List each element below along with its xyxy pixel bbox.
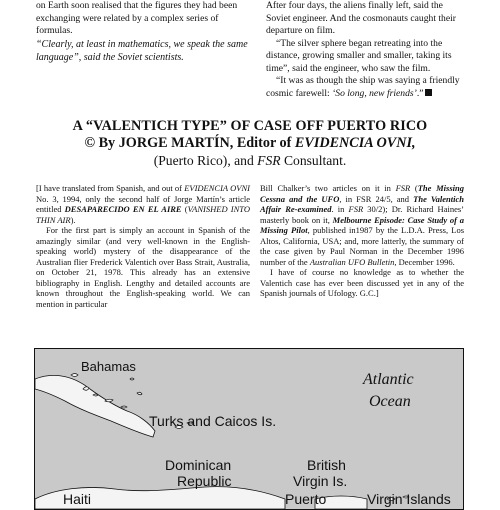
cuba-landmass — [35, 375, 155, 437]
top-right-column — [266, 0, 462, 100]
article-byline — [0, 135, 500, 152]
bahamas-island — [121, 406, 127, 408]
bahamas-island — [93, 394, 98, 396]
article-byline-2 — [0, 152, 500, 169]
ref-melbourne-episode: Melbourne Episode: Case Study of a Missing Pilot — [260, 214, 464, 235]
label-virgin-islands: Virgin Islands — [367, 491, 451, 507]
top-right-paragraph-2: “The silver sphere began retreating into the distance, growing smaller and smaller, taking its time”, said the engineer, who saw the film. — [266, 37, 452, 74]
top-right-paragraph-1: After four days, the aliens finally left, said the Soviet engineer. And the cosmonauts caught their departure on film. — [266, 0, 456, 36]
byline-role: Consultant. — [280, 153, 347, 168]
byline-fsr: FSR — [257, 153, 281, 168]
note-evidencia: EVIDENCIA OVNI — [184, 183, 250, 193]
references-paragraph — [260, 183, 464, 267]
caribbean-map — [34, 348, 464, 510]
byline-author: © By JORGE MARTÍN, Editor of — [84, 135, 295, 151]
label-british: British — [307, 457, 346, 473]
label-virgin-is: Virgin Is. — [293, 473, 348, 489]
ref-ufo-bulletin: Australian UFO Bulletin — [309, 256, 395, 267]
body-left-paragraph-2: For the first part is simply an account in Spanish of the amazingly similar (and very well-known in the English-speaking world) mystery of the disappearance of the Australian flier Frederick Valentich over Bass Strait, Australia, on October 21, 1978. This already has an extensive bibliography in English. Lengthy and detailed accounts are known throughout the English-speaking world. We can mention in particular — [36, 225, 250, 309]
ref-text-5: 30/2); Dr. Richard Haines’ masterly book on it, — [260, 204, 464, 225]
body-left-column — [36, 183, 250, 309]
article-heading — [0, 118, 500, 169]
note-text-3: ( — [181, 204, 188, 214]
note-text-4: ). — [70, 214, 76, 225]
farewell-end: .” — [416, 87, 424, 99]
ref-text-4: . in — [331, 204, 349, 214]
top-right-paragraph-3 — [266, 75, 462, 100]
byline-publication: EVIDENCIA OVNI, — [294, 135, 416, 151]
note-text-1: [I have translated from Spanish, and out of — [36, 183, 185, 193]
label-dominican: Dominican — [165, 457, 232, 473]
body-right-column — [260, 183, 464, 299]
body-right-paragraph-2: I have of course no knowledge as to whether the Valentich case has ever been discussed yet in any of the Spanish journals of Ufology. G.C.] — [260, 267, 464, 298]
label-haiti: Haiti — [63, 491, 92, 507]
note-article-title: DESAPARECIDO EN EL AIRE — [64, 204, 182, 214]
byline-location: (Puerto Rico), and — [153, 153, 258, 168]
ref-text-2: ( — [410, 183, 418, 193]
label-turks-caicos: Turks and Caicos Is. — [149, 413, 277, 429]
bahamas-island — [71, 374, 78, 377]
note-text-2: No. 3, 1994, only the second half of Jorge Martín’s article entitled — [36, 193, 250, 214]
ref-missing-cessna: The Missing Cessna and the UFO — [260, 183, 464, 204]
ref-text-1: Bill Chalker’s two articles on it in — [260, 183, 396, 193]
top-left-paragraph: on Earth soon realised that the figures they had been exchanging were related by a complex series of formulas. — [36, 0, 238, 36]
article-title: A “VALENTICH TYPE” OF CASE OFF PUERTO RICO — [72, 118, 428, 134]
ref-fsr-1: FSR — [395, 183, 411, 193]
farewell-intro: “It was as though the ship was saying a friendly cosmic farewell: — [266, 75, 460, 99]
farewell-quote: ‘So long, new friends’ — [332, 87, 417, 99]
ref-text-3: , in FSR 24/5, and — [339, 193, 414, 204]
label-bahamas: Bahamas — [81, 359, 136, 374]
ref-text-6: , published in1987 by the L.D.A. Press, Los Altos, California, USA; and, more latterly, the summary of the case given by Paul Norman in the December 1996 number of the — [260, 225, 464, 267]
label-republic: Republic — [177, 473, 232, 489]
soviet-quote: “Clearly, at least in mathematics, we speak the same language”, said the Soviet scientists. — [36, 38, 248, 63]
top-left-column — [36, 0, 250, 64]
note-translation: VANISHED INTO THIN AIR — [36, 204, 250, 225]
label-atlantic: Atlantic — [363, 371, 414, 388]
ref-fsr-2: FSR — [348, 204, 364, 214]
label-puerto: Puerto — [285, 491, 327, 507]
label-ocean: Ocean — [369, 393, 411, 410]
translator-note — [36, 183, 250, 225]
bahamas-island — [130, 378, 134, 380]
end-of-article-mark — [425, 89, 432, 96]
ref-valentich-affair: The Valentich Affair Re-examined — [260, 193, 464, 214]
bahamas-island — [137, 392, 142, 395]
ref-text-7: , December 1996. — [394, 256, 455, 267]
